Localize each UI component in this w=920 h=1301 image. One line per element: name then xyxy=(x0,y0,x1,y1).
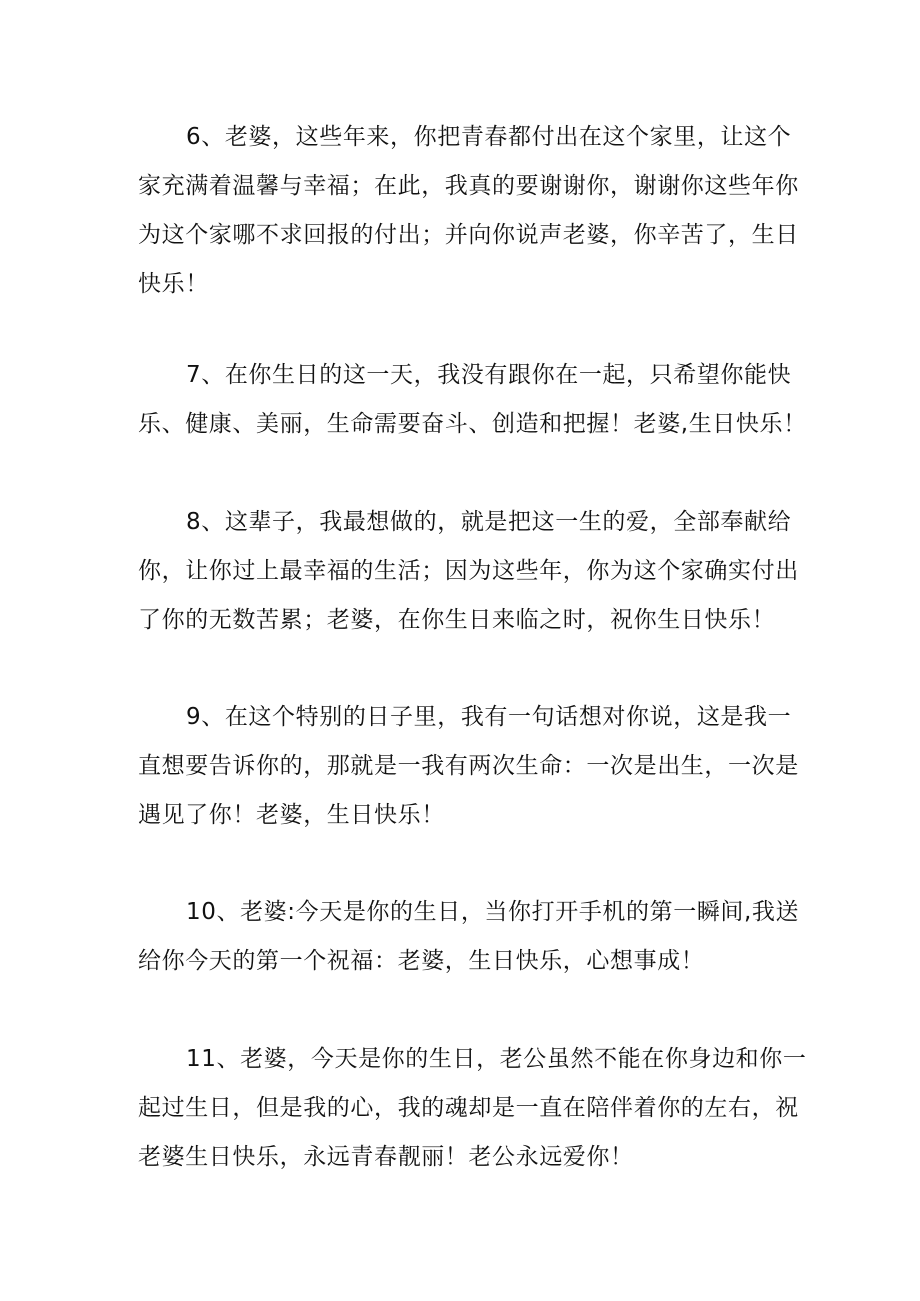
paragraph-6 xyxy=(138,113,799,309)
paragraph-line: 11、老婆，今天是你的生日，老公虽然不能在你身边和你一 xyxy=(186,1046,807,1072)
paragraph-line: 6、老婆，这些年来，你把青春都付出在这个家里，让这个 xyxy=(186,124,792,150)
paragraph-line: 8、这辈子，我最想做的，就是把这一生的爱，全部奉献给 xyxy=(186,509,792,535)
paragraph-line: 家充满着温馨与幸福；在此，我真的要谢谢你，谢谢你这些年你 xyxy=(138,173,799,199)
paragraph-line: 给你今天的第一个祝福：老婆，生日快乐，心想事成！ xyxy=(138,948,705,974)
paragraph-line: 乐、健康、美丽，生命需要奋斗、创造和把握！老婆,生日快乐！ xyxy=(138,411,807,437)
paragraph-line: 你，让你过上最幸福的生活；因为这些年，你为这个家确实付出 xyxy=(138,558,799,584)
paragraph-7 xyxy=(138,351,807,449)
paragraph-line: 了你的无数苦累；老婆，在你生日来临之时，祝你生日快乐！ xyxy=(138,607,776,633)
paragraph-line: 直想要告诉你的，那就是一我有两次生命：一次是出生，一次是 xyxy=(138,753,799,779)
paragraph-line: 老婆生日快乐，永远青春靓丽！老公永远爱你！ xyxy=(138,1144,634,1170)
paragraph-8 xyxy=(138,498,799,645)
paragraph-line: 7、在你生日的这一天，我没有跟你在一起，只希望你能快 xyxy=(186,362,792,388)
paragraph-9 xyxy=(138,693,799,840)
paragraph-line: 快乐！ xyxy=(138,271,209,297)
paragraph-line: 9、在这个特别的日子里，我有一句话想对你说，这是我一 xyxy=(186,704,792,730)
paragraph-line: 遇见了你！老婆，生日快乐！ xyxy=(138,802,445,828)
paragraph-11 xyxy=(138,1035,807,1182)
paragraph-10 xyxy=(138,888,800,986)
paragraph-line: 10、老婆:今天是你的生日，当你打开手机的第一瞬间,我送 xyxy=(186,899,800,925)
paragraph-line: 为这个家哪不求回报的付出；并向你说声老婆，你辛苦了，生日 xyxy=(138,222,799,248)
paragraph-line: 起过生日，但是我的心，我的魂却是一直在陪伴着你的左右，祝 xyxy=(138,1095,799,1121)
